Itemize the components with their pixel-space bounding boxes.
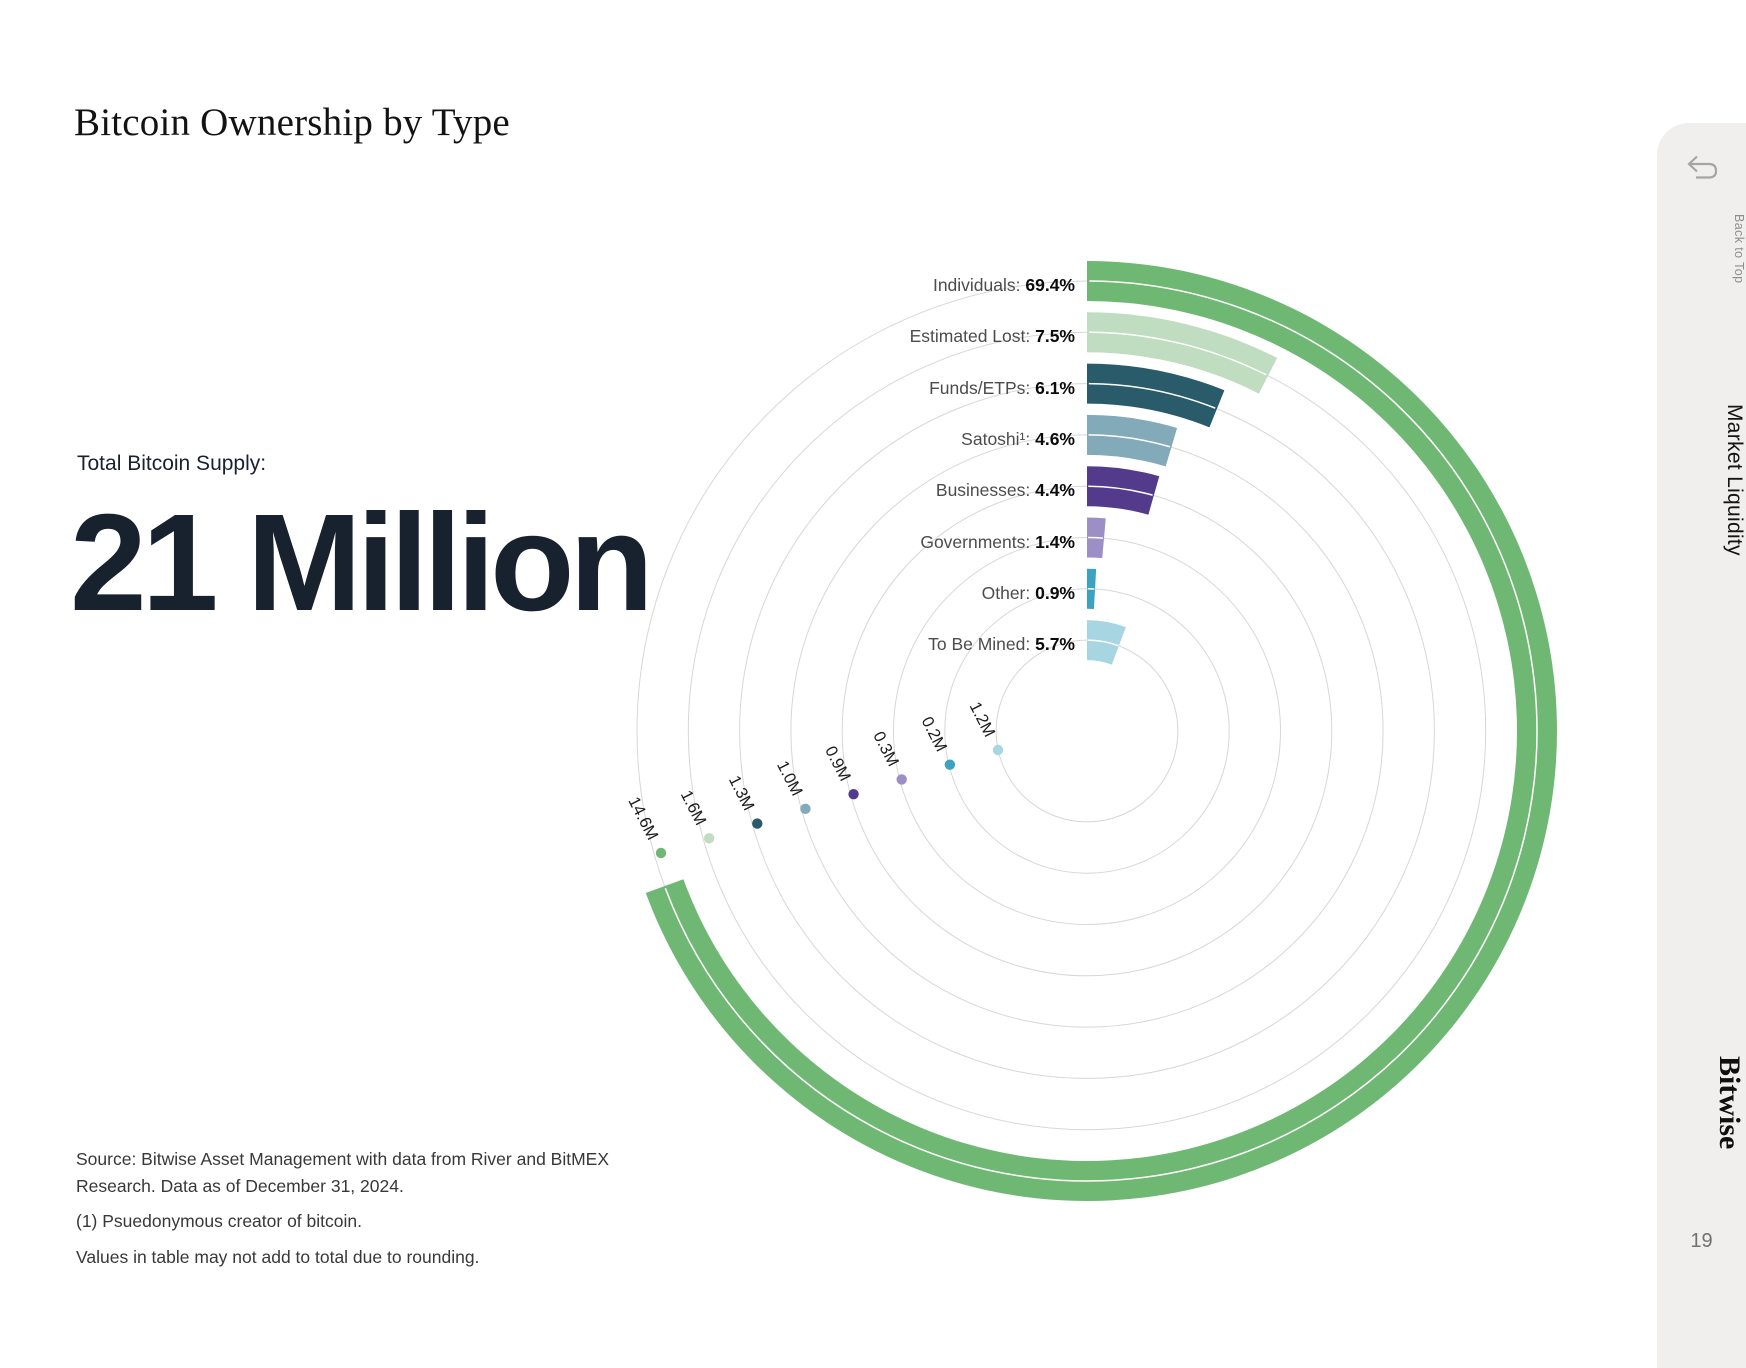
legend-percent-value: 0.9% [1035, 582, 1075, 603]
axis-label-0.9M: 0.9M [821, 743, 854, 785]
axis-dot-0.3M [897, 774, 907, 784]
legend-percent-value: 69.4% [1025, 275, 1075, 295]
legend-percent-value: 7.5% [1035, 326, 1075, 347]
source-text: Source: Bitwise Asset Management with data from River and BitMEX Research. Data as of December 31, 2024. [76, 1149, 610, 1196]
legend-category-label: To Be Mined: [928, 634, 1036, 655]
axis-dot-1.3M [752, 818, 762, 828]
axis-dot-0.9M [848, 789, 858, 799]
legend-category-label: Businesses: [935, 480, 1036, 501]
footnote-text: (1) Psuedonymous creator of bitcoin. [76, 1211, 362, 1232]
legend-category-label: Governments: [920, 531, 1036, 552]
total-supply-label: Total Bitcoin Supply: [77, 452, 267, 475]
axis-dot-14.6M [656, 848, 666, 858]
ring-arc-businesses [1087, 466, 1159, 515]
section-label-market-liquidity: Market Liquidity [1723, 404, 1746, 556]
legend-category-label: Funds/ETPs: [929, 377, 1036, 398]
legend-category-label: Individuals: [932, 275, 1026, 295]
page-title: Bitcoin Ownership by Type [74, 101, 510, 144]
sidebar-panel [1657, 123, 1746, 1368]
legend-category-label: Estimated Lost: [909, 326, 1036, 347]
legend-percent-value: 6.1% [1035, 377, 1075, 398]
legend-percent-value: 1.4% [1035, 531, 1075, 552]
grid-circle [996, 640, 1178, 822]
legend-percent-value: 4.6% [1035, 428, 1075, 449]
axis-label-14.6M: 14.6M [624, 793, 662, 844]
back-to-top-icon[interactable] [1684, 150, 1724, 184]
legend-percent-value: 4.4% [1035, 480, 1075, 501]
axis-dot-1.0M [800, 804, 810, 814]
source-block [76, 1146, 656, 1279]
grid-circle [842, 486, 1332, 976]
axis-dot-1.6M [704, 833, 714, 843]
legend-category-label: Other: [981, 582, 1036, 603]
axis-dot-0.2M [945, 760, 955, 770]
total-supply-value: 21 Million [70, 486, 649, 640]
axis-label-0.3M: 0.3M [869, 728, 903, 770]
ring-center-line [1088, 538, 1103, 539]
axis-label-1.2M: 1.2M [965, 699, 999, 741]
back-to-top-label[interactable]: Back to Top [1732, 214, 1746, 284]
axis-label-0.2M: 0.2M [917, 713, 951, 755]
axis-label-1.0M: 1.0M [773, 758, 806, 799]
legend-category-label: Satoshi¹: [961, 428, 1036, 449]
axis-label-1.6M: 1.6M [676, 787, 710, 829]
axis-label-1.3M: 1.3M [724, 772, 758, 814]
ring-arc-satoshi- [1087, 415, 1177, 466]
legend-percent-value: 5.7% [1035, 634, 1075, 655]
bitwise-logo: Bitwise [1713, 1056, 1746, 1150]
rounding-note: Values in table may not add to total due to rounding. [76, 1246, 480, 1267]
axis-dot-1.2M [993, 745, 1003, 755]
page-number: 19 [1690, 1230, 1713, 1252]
